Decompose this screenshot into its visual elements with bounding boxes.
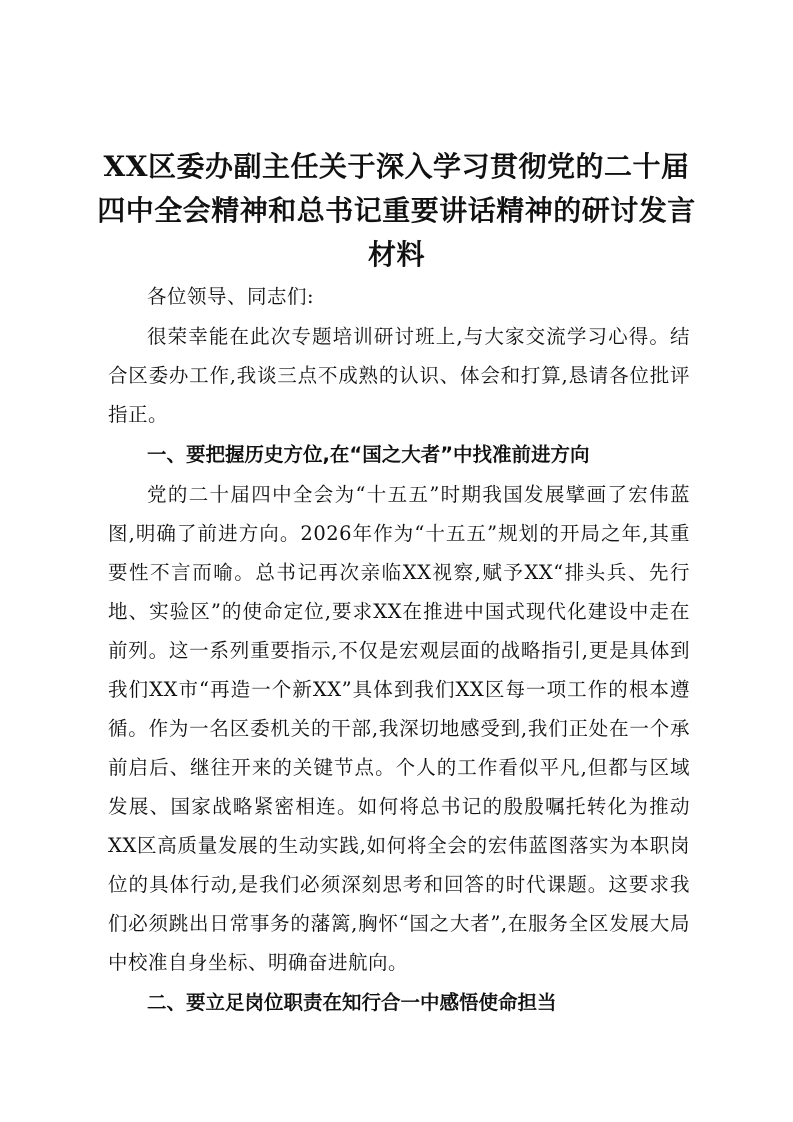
document-body	[108, 277, 690, 1022]
document-title: XX区委办副主任关于深入学习贯彻党的二十届四中全会精神和总书记重要讲话精神的研讨发言材料	[97, 150, 696, 271]
salutation: 各位领导、同志们:	[147, 285, 315, 308]
section-1-paragraph: 党的二十届四中全会为“十五五”时期我国发展擘画了宏伟蓝图,明确了前进方向。2026年作为“十五五”规划的开局之年,其重要性不言而喻。总书记再次亲临XX视察,赋予XX“排头兵、先行地、实验区”的使命定位,要求XX在推进中国式现代化建设中走在前列。这一系列重要指示,不仅是宏观层面的战略指引,更是具体到我们XX市“再造一个新XX”具体到我们XX区每一项工作的根本遵循。作为一名区委机关的干部,我深切地感受到,我们正处在一个承前启后、继往开来的关键节点。个人的工作看似平凡,但都与区域发展、国家战略紧密相连。如何将总书记的殷殷嘱托转化为推动XX区高质量发展的生动实践,如何将全会的宏伟蓝图落实为本职岗位的具体行动,是我们必须深刻思考和回答的时代课题。这要求我们必须跳出日常事务的藩篱,胸怀“国之大者”,在服务全区发展大局中校准自身坐标、明确奋进航向。	[108, 483, 690, 974]
section-2-heading: 二、要立足岗位职责在知行合一中感悟使命担当	[147, 991, 557, 1014]
section-1-heading: 一、要把握历史方位,在“国之大者”中找准前进方向	[147, 443, 590, 466]
intro-paragraph: 很荣幸能在此次专题培训研讨班上,与大家交流学习心得。结合区委办工作,我谈三点不成熟的认识、体会和打算,恳请各位批评指正。	[108, 325, 690, 426]
